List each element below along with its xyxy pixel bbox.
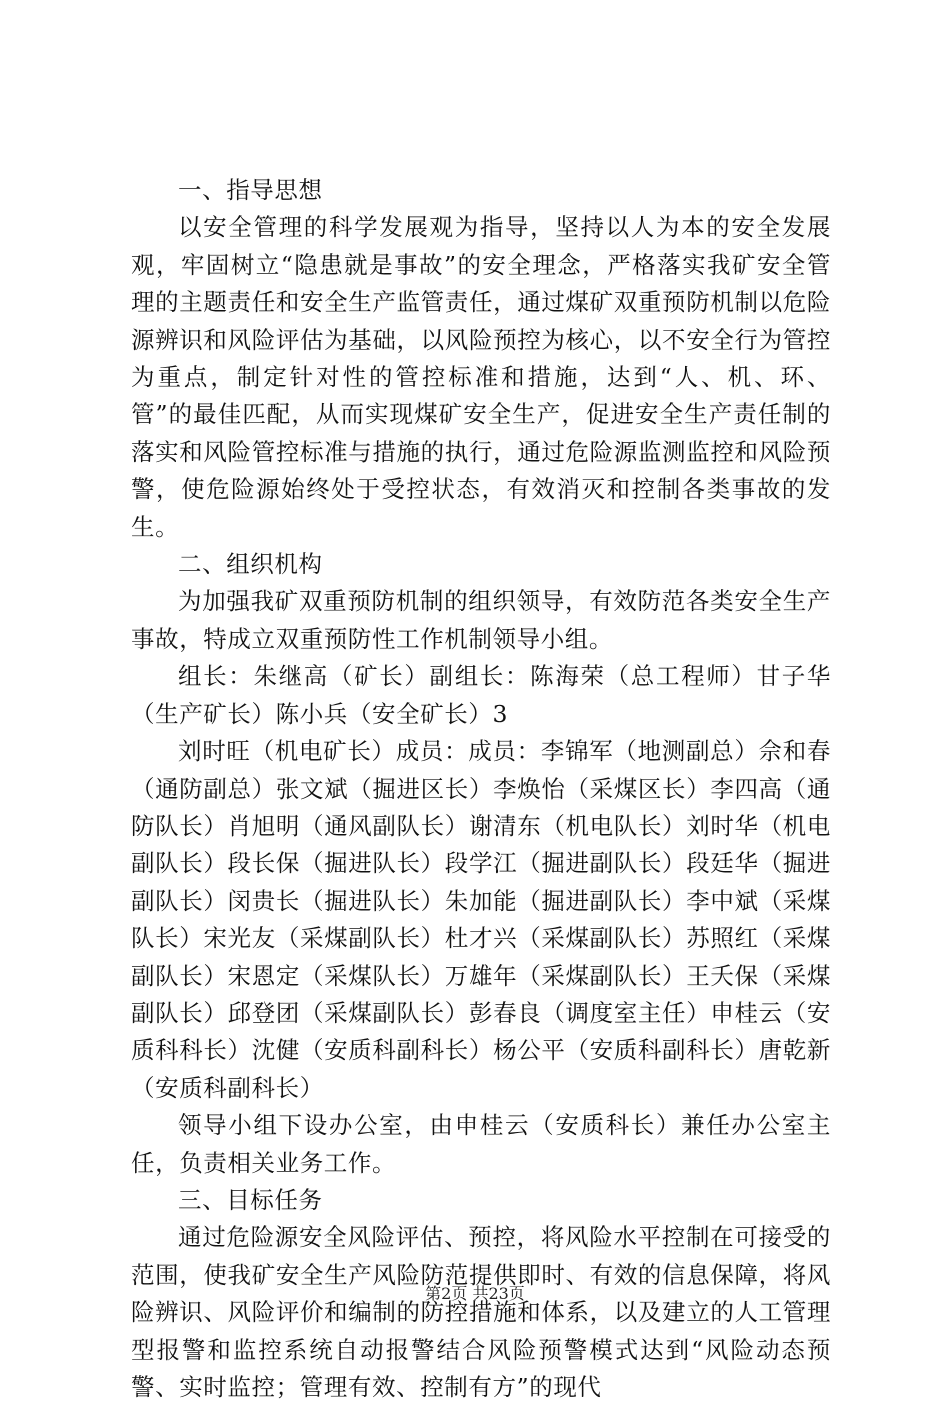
paragraph-goals: 通过危险源安全风险评估、预控，将风险水平控制在可接受的范围，使我矿安全生产风险防范提供即时、有效的信息保障，将风险辨识、风险评价和编制的防控措施和体系，以及建立的人工管理型报警和监控系统自动报警结合风险预警模式达到“风险动态预警、实时监控；管理有效、控制有方”的现代 <box>131 1223 831 1401</box>
page-footer: 第2页 共23页 <box>425 1284 525 1303</box>
paragraph-leaders: 组长：朱继高（矿长）副组长：陈海荣（总工程师）甘子华（生产矿长）陈小兵（安全矿长）3 <box>131 662 831 728</box>
section-heading-organization: 二、组织机构 <box>178 550 323 579</box>
section-heading-goals: 三、目标任务 <box>178 1185 323 1214</box>
document-body <box>131 172 831 1406</box>
paragraph-members: 刘时旺（机电矿长）成员：成员：李锦军（地测副总）佘和春（通防副总）张文斌（掘进区长）李焕怡（采煤区长）李四高（通防队长）肖旭明（通风副队长）谢清东（机电队长）刘时华（机电副队长）段长保（掘进队长）段学江（掘进副队长）段廷华（掘进副队长）闵贵长（掘进队长）朱加能（掘进副队长）李中斌（采煤队长）宋光友（采煤副队长）杜才兴（采煤副队长）苏照红（采煤副队长）宋恩定（采煤队长）万雄年（采煤副队长）王夭保（采煤副队长）邱登团（采煤副队长）彭春良（调度室主任）申桂云（安质科科长）沈健（安质科副科长）杨公平（安质科副科长）唐乾新（安质科副科长） <box>131 737 831 1102</box>
paragraph-organization-intro: 为加强我矿双重预防机制的组织领导，有效防范各类安全生产事故，特成立双重预防性工作机制领导小组。 <box>131 587 831 653</box>
paragraph-office: 领导小组下设办公室，由申桂云（安质科长）兼任办公室主任，负责相关业务工作。 <box>131 1111 831 1177</box>
paragraph-guiding-ideology: 以安全管理的科学发展观为指导，坚持以人为本的安全发展观，牢固树立“隐患就是事故”的安全理念，严格落实我矿安全管理的主题责任和安全生产监管责任，通过煤矿双重预防机制以危险源辨识和风险评估为基础，以风险预控为核心，以不安全行为管控为重点，制定针对性的管控标准和措施，达到“人、机、环、管”的最佳匹配，从而实现煤矿安全生产，促进安全生产责任制的落实和风险管控标准与措施的执行，通过危险源监测监控和风险预警，使危险源始终处于受控状态，有效消灭和控制各类事故的发生。 <box>131 213 831 541</box>
section-heading-guiding-ideology: 一、指导思想 <box>178 176 323 204</box>
